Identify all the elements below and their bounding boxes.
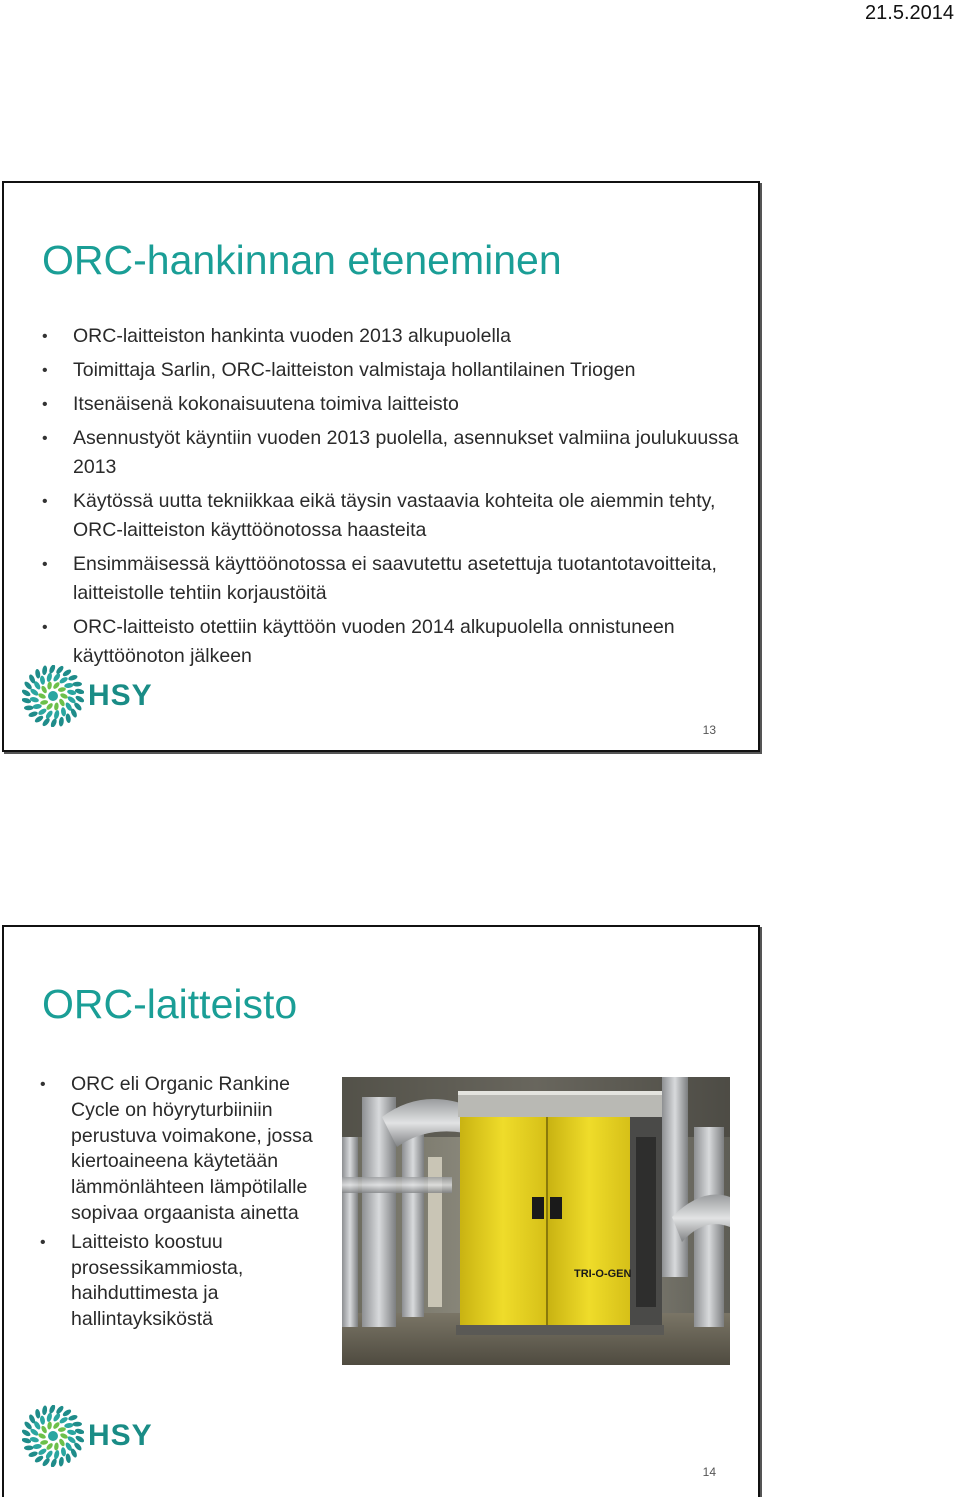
logo-leaf bbox=[68, 1414, 79, 1421]
logo-leaf bbox=[47, 681, 52, 689]
logo-leaf bbox=[22, 1428, 32, 1437]
logo-leaf bbox=[65, 713, 71, 723]
bullet-item: • ORC-laitteisto otettiin käyttöön vuoden 2014 alkupuolella onnistuneen käyttöönoton jälkeen bbox=[42, 613, 742, 671]
logo-leaf bbox=[48, 665, 56, 674]
logo-leaf bbox=[72, 1422, 82, 1427]
slide-14 bbox=[2, 925, 760, 1497]
logo-leaf bbox=[58, 1438, 66, 1447]
logo-leaf bbox=[54, 1442, 59, 1450]
bullet-list bbox=[42, 322, 742, 676]
logo-leaf bbox=[74, 695, 84, 704]
hsy-leaf-ring-icon bbox=[22, 1405, 84, 1467]
logo-leaf bbox=[32, 703, 42, 709]
bullet-item: • Ensimmäisessä käyttöönotossa ei saavutettu asetettuja tuotantotavoitteita, laitteistolle tehtiin korjaustöitä bbox=[42, 550, 742, 608]
logo-leaf bbox=[37, 1447, 47, 1456]
logo-leaf bbox=[64, 1422, 74, 1428]
logo-leaf bbox=[24, 1445, 34, 1450]
logo-leaf bbox=[74, 1435, 84, 1444]
logo-leaf bbox=[59, 692, 68, 699]
logo-leaf bbox=[35, 1409, 41, 1419]
hsy-leaf-ring-icon bbox=[22, 665, 84, 727]
logo-leaf bbox=[39, 1415, 45, 1425]
logo-leaf bbox=[58, 717, 64, 727]
logo-leaf bbox=[42, 1405, 48, 1415]
logo-leaf bbox=[48, 1405, 56, 1414]
bullet-item: • Laitteisto koostuu prosessikammiosta, haihduttimesta ja hallintayksiköstä bbox=[40, 1230, 330, 1333]
logo-leaf bbox=[53, 1450, 60, 1460]
slide-13 bbox=[2, 181, 760, 752]
logo-leaf bbox=[65, 1453, 71, 1463]
logo-leaf bbox=[37, 1432, 46, 1439]
logo-leaf bbox=[37, 707, 47, 716]
bullet-item: • Käytössä uutta tekniikkaa eikä täysin vastaavia kohteita ole aiemmin tehty, ORC-laitteiston käyttöönotossa haasteita bbox=[42, 487, 742, 545]
logo-leaf bbox=[58, 687, 67, 693]
logo-leaf bbox=[60, 707, 66, 717]
logo-leaf bbox=[72, 682, 82, 687]
logo-leaf bbox=[64, 682, 74, 688]
hsy-logo bbox=[22, 1405, 153, 1467]
logo-leaf bbox=[68, 674, 79, 681]
bullet-item: • Toimittaja Sarlin, ORC-laitteiston valmistaja hollantilainen Triogen bbox=[42, 356, 742, 385]
logo-leaf bbox=[58, 1427, 67, 1433]
slide-title: ORC-laitteisto bbox=[42, 981, 298, 1027]
logo-leaf bbox=[58, 698, 66, 707]
logo-leaf bbox=[40, 1425, 48, 1434]
logo-leaf bbox=[40, 700, 49, 706]
slide-title: ORC-hankinnan eteneminen bbox=[42, 237, 562, 283]
logo-leaf bbox=[39, 675, 45, 685]
page-number: 14 bbox=[702, 1465, 716, 1479]
logo-leaf bbox=[50, 718, 58, 727]
logo-leaf bbox=[24, 705, 34, 710]
bullet-item: • ORC eli Organic Rankine Cycle on höyryturbiiniin perustuva voimakone, jossa kiertoaineena käytetään lämmönlähteen lämpötilalle sopivaa orgaanista ainetta bbox=[40, 1072, 330, 1227]
logo-leaf bbox=[53, 710, 60, 720]
logo-leaf bbox=[58, 1416, 68, 1425]
logo-text: HSY bbox=[88, 1419, 153, 1452]
bullet-item: • Itsenäisenä kokonaisuutena toimiva laitteisto bbox=[42, 390, 742, 419]
logo-leaf bbox=[32, 1443, 42, 1449]
logo-leaf bbox=[46, 1412, 53, 1422]
logo-leaf bbox=[22, 688, 32, 697]
logo-leaf bbox=[46, 672, 53, 682]
logo-leaf bbox=[59, 1432, 68, 1439]
document-date: 21.5.2014 bbox=[865, 2, 954, 24]
logo-leaf bbox=[58, 1457, 64, 1467]
logo-text: HSY bbox=[88, 679, 153, 712]
logo-leaf bbox=[58, 676, 68, 685]
logo-leaf bbox=[28, 1451, 39, 1458]
logo-leaf bbox=[60, 1447, 66, 1457]
logo-leaf bbox=[40, 1440, 49, 1446]
logo-leaf bbox=[47, 1421, 52, 1429]
bullet-list bbox=[40, 1072, 330, 1336]
logo-leaf bbox=[54, 702, 59, 710]
logo-leaf bbox=[35, 669, 41, 679]
page-number: 13 bbox=[702, 723, 716, 737]
brand-label: TRI-O-GEN bbox=[574, 1268, 632, 1280]
logo-leaf bbox=[50, 1458, 58, 1467]
logo-leaf bbox=[28, 711, 39, 718]
logo-leaf bbox=[37, 692, 46, 699]
hsy-logo bbox=[22, 665, 153, 727]
bullet-item: • Asennustyöt käyntiin vuoden 2013 puolella, asennukset valmiina joulukuussa 2013 bbox=[42, 424, 742, 482]
logo-leaf bbox=[40, 685, 48, 694]
bullet-item: • ORC-laitteiston hankinta vuoden 2013 alkupuolella bbox=[42, 322, 742, 351]
logo-leaf bbox=[42, 665, 48, 675]
orc-machine-photo bbox=[342, 1077, 730, 1365]
